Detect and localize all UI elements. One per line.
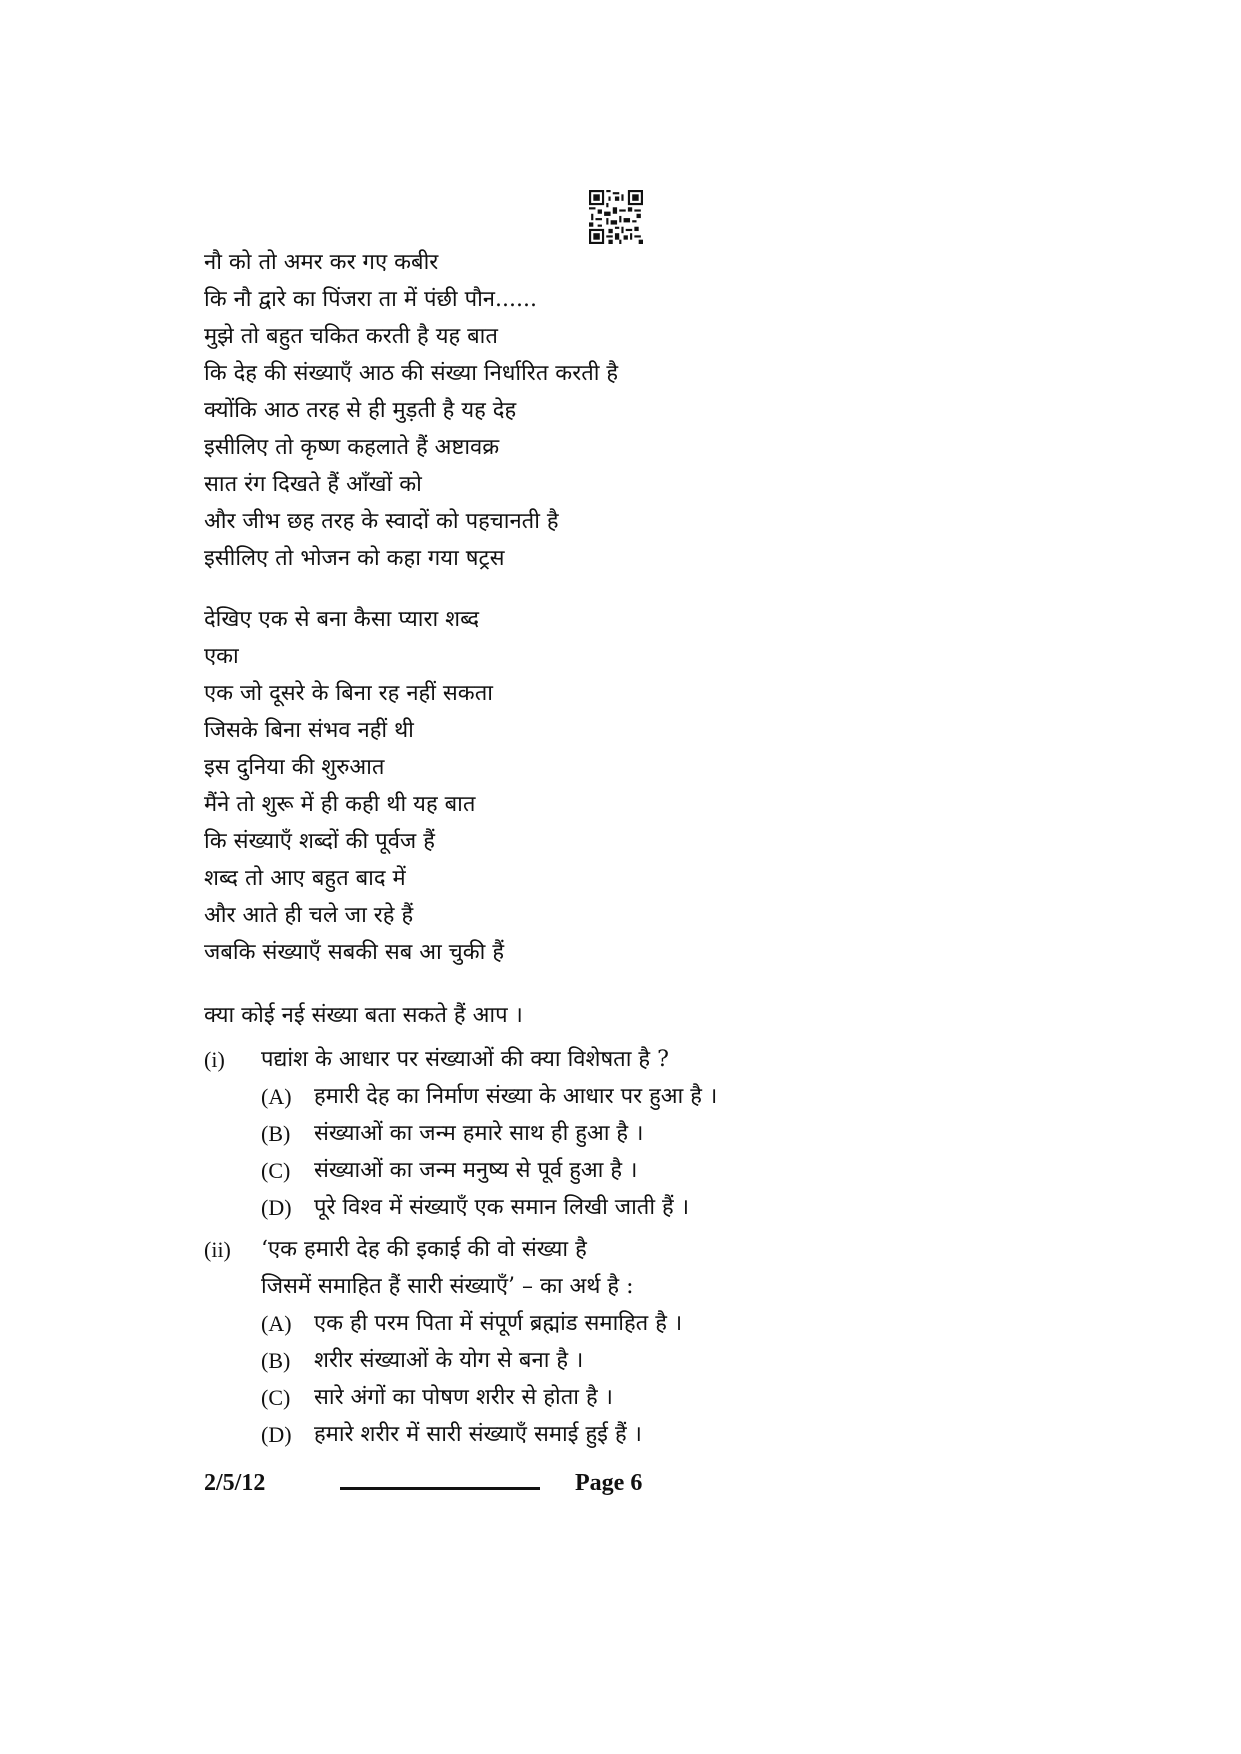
qr-code-icon [589, 190, 643, 244]
poem-line: शब्द तो आए बहुत बाद में [204, 866, 406, 891]
poem-line: कि नौ द्वारे का पिंजरा ता में पंछी पौन...... [204, 287, 537, 312]
option-label: (D) [261, 1195, 292, 1220]
question-number: (i) [204, 1047, 225, 1072]
poem-line: और आते ही चले जा रहे हैं [204, 903, 414, 928]
poem-line: मैंने तो शुरू में ही कही थी यह बात [204, 792, 476, 817]
option-text: संख्याओं का जन्म हमारे साथ ही हुआ है । [314, 1121, 644, 1146]
option-text: पूरे विश्व में संख्याएँ एक समान लिखी जाती हैं । [314, 1195, 690, 1220]
option-text: सारे अंगों का पोषण शरीर से होता है । [314, 1385, 613, 1410]
poem-line: नौ को तो अमर कर गए कबीर [204, 250, 439, 275]
poem [204, 244, 1104, 971]
poem-line: इस दुनिया की शुरुआत [204, 755, 385, 780]
poem-line: एक जो दूसरे के बिना रह नहीं सकता [204, 681, 493, 706]
option-text: शरीर संख्याओं के योग से बना है । [314, 1348, 584, 1373]
poem-stanza-1 [204, 244, 1104, 577]
question-stem: ‘एक हमारी देह की इकाई की वो संख्या है [261, 1237, 587, 1262]
poem-line: इसीलिए तो भोजन को कहा गया षट्रस [204, 546, 505, 571]
option-text: हमारी देह का निर्माण संख्या के आधार पर हुआ है । [314, 1084, 718, 1109]
page-number: Page 6 [575, 1470, 643, 1496]
option-label: (A) [261, 1311, 292, 1336]
poem-stanza-2 [204, 601, 1104, 971]
poem-closing-line: क्या कोई नई संख्या बता सकते हैं आप । [204, 1003, 523, 1028]
question-stem: जिसमें समाहित हैं सारी संख्याएँ’ – का अर्थ है : [261, 1274, 634, 1299]
question-number: (ii) [204, 1237, 231, 1262]
poem-line: सात रंग दिखते हैं आँखों को [204, 472, 422, 497]
poem-line: देखिए एक से बना कैसा प्यारा शब्द [204, 607, 480, 632]
poem-line: क्योंकि आठ तरह से ही मुड़ती है यह देह [204, 398, 517, 423]
poem-line: मुझे तो बहुत चकित करती है यह बात [204, 324, 498, 349]
option-label: (C) [261, 1385, 291, 1410]
option-text: एक ही परम पिता में संपूर्ण ब्रह्मांड समाहित है । [314, 1311, 683, 1336]
poem-line: एका [204, 644, 239, 669]
poem-line: जिसके बिना संभव नहीं थी [204, 718, 414, 743]
option-label: (B) [261, 1121, 291, 1146]
poem-line: कि देह की संख्याएँ आठ की संख्या निर्धारित करती है [204, 361, 619, 386]
option-text: संख्याओं का जन्म मनुष्य से पूर्व हुआ है । [314, 1158, 638, 1183]
poem-line: इसीलिए तो कृष्ण कहलाते हैं अष्टावक्र [204, 435, 500, 460]
option-label: (B) [261, 1348, 291, 1373]
option-label: (C) [261, 1158, 291, 1183]
question-stem: पद्यांश के आधार पर संख्याओं की क्या विशेषता है ? [261, 1047, 669, 1072]
paper-code: 2/5/12 [204, 1470, 266, 1496]
poem-line: जबकि संख्याएँ सबकी सब आ चुकी हैं [204, 940, 504, 965]
poem-line: कि संख्याएँ शब्दों की पूर्वज हैं [204, 829, 435, 854]
footer-divider [340, 1487, 540, 1490]
option-text: हमारे शरीर में सारी संख्याएँ समाई हुई हैं । [314, 1422, 642, 1447]
option-label: (D) [261, 1422, 292, 1447]
poem-line: और जीभ छह तरह के स्वादों को पहचानती है [204, 509, 559, 534]
option-label: (A) [261, 1084, 292, 1109]
